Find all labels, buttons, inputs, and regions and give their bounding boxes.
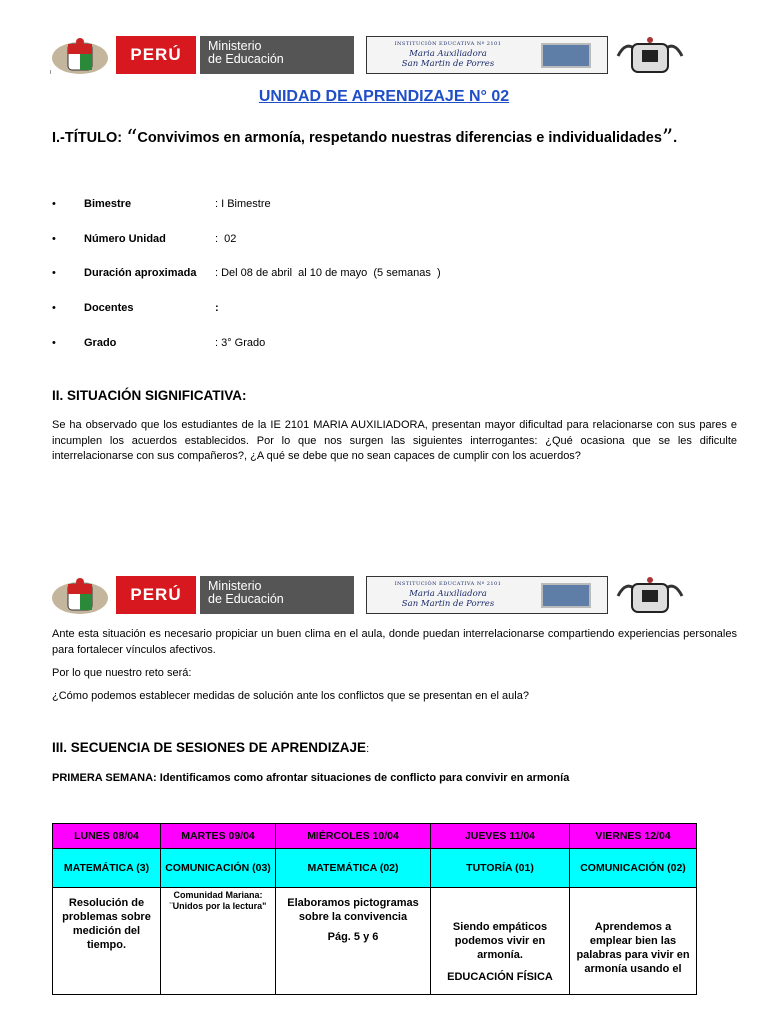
ministerio-line2: de Educación xyxy=(208,52,284,66)
open-quote: “ xyxy=(126,126,138,151)
activity-extra: EDUCACIÓN FÍSICA xyxy=(447,971,553,983)
info-label: Grado xyxy=(84,337,117,349)
title-period: . xyxy=(673,130,678,146)
heading-colon: : xyxy=(366,743,370,755)
day-cell: LUNES 08/04 xyxy=(53,824,161,849)
day-cell: VIERNES 12/04 xyxy=(570,824,697,849)
peru-coat-of-arms-icon xyxy=(50,36,110,76)
area-cell: MATEMÁTICA (02) xyxy=(276,849,431,888)
ministerio-line1: Ministerio xyxy=(208,579,262,593)
bullet: • xyxy=(52,267,56,279)
info-label: Duración aproximada xyxy=(84,267,197,279)
bullet: • xyxy=(52,337,56,349)
ministerio-line1: Ministerio xyxy=(208,39,262,53)
activity-cell-tuesday xyxy=(161,888,276,995)
header-banner-page2 xyxy=(50,574,690,620)
school-line2: San Martin de Porres xyxy=(401,59,495,69)
activity-text: Elaboramos pictogramas sobre la convivencia xyxy=(287,897,419,923)
reto-intro: Por lo que nuestro reto será: xyxy=(52,667,192,679)
ministerio-label xyxy=(200,576,354,614)
activity-cell-friday xyxy=(570,888,697,995)
ministerio-label xyxy=(200,36,354,74)
school-line2: San Martin de Porres xyxy=(401,599,495,609)
school-name xyxy=(373,39,523,69)
info-value: : 3° Grado xyxy=(215,337,266,349)
day-cell: MARTES 09/04 xyxy=(161,824,276,849)
activities-row xyxy=(53,888,697,995)
activity-cell-monday xyxy=(53,888,161,995)
school-small-text: INSTITUCIÓN EDUCATIVA Nº 2101 xyxy=(394,581,502,587)
info-label: Número Unidad xyxy=(84,233,166,245)
header-banner xyxy=(50,34,690,80)
reto-question: ¿Cómo podemos establecer medidas de solución ante los conflictos que se presentan en el aula? xyxy=(52,690,529,702)
activity-cell-thursday xyxy=(431,888,570,995)
school-name xyxy=(373,579,523,609)
activity-text: Aprendemos a emplear bien las palabras para vivir en armonía usando el xyxy=(576,921,690,975)
peru-label: PERÚ xyxy=(116,576,196,614)
school-crest-icon xyxy=(541,583,591,608)
school-crest-icon xyxy=(541,43,591,68)
document-title: UNIDAD DE APRENDIZAJE N° 02 xyxy=(258,88,510,105)
day-cell: MIÉRCOLES 10/04 xyxy=(276,824,431,849)
header-tick xyxy=(50,70,51,74)
unit-title-text: Convivimos en armonía, respetando nuestras diferencias e individualidades xyxy=(137,130,662,146)
areas-row xyxy=(53,849,697,888)
school-banner xyxy=(366,576,608,614)
activity-text: Resolución de problemas sobre medición del tiempo. xyxy=(62,897,151,951)
area-cell: COMUNICACIÓN (03) xyxy=(161,849,276,888)
day-cell: JUEVES 11/04 xyxy=(431,824,570,849)
activity-text: Comunidad Mariana: ¨Unidos por la lectura" xyxy=(169,890,267,911)
info-label: Bimestre xyxy=(84,198,132,210)
activity-text: Siendo empáticos podemos vivir en armonía. xyxy=(452,921,548,961)
context-paragraph: Ante esta situación es necesario propiciar un buen clima en el aula, donde puedan interrelacionarse compartiendo experiencias personales para fortalecer vínculos afectivos. xyxy=(52,628,737,656)
info-row-duracion xyxy=(52,267,702,283)
info-value: : I Bimestre xyxy=(215,198,271,210)
section-title-heading xyxy=(52,126,677,151)
bullet: • xyxy=(52,302,56,314)
peru-label: PERÚ xyxy=(116,36,196,74)
info-value: : xyxy=(215,302,219,314)
info-row-grado xyxy=(52,337,702,353)
section-title-prefix: I.-TÍTULO: xyxy=(52,130,127,146)
info-value: : Del 08 de abril al 10 de mayo (5 semanas ) xyxy=(215,267,441,279)
activity-page-ref: Pág. 5 y 6 xyxy=(327,931,379,943)
school-line1: Maria Auxiliadora xyxy=(409,589,487,599)
school-seal-icon xyxy=(612,576,688,616)
section-secuencia-heading xyxy=(52,740,369,755)
info-value: : 02 xyxy=(215,233,237,245)
info-row-docentes xyxy=(52,302,702,318)
school-banner xyxy=(366,36,608,74)
area-cell: MATEMÁTICA (3) xyxy=(53,849,161,888)
activity-cell-wednesday xyxy=(276,888,431,995)
school-small-text: INSTITUCIÓN EDUCATIVA Nº 2101 xyxy=(394,41,502,47)
school-seal-icon xyxy=(612,36,688,76)
info-label: Docentes xyxy=(84,302,134,314)
close-quote: ” xyxy=(661,126,674,151)
info-row-bimestre xyxy=(52,198,702,214)
bullet: • xyxy=(52,233,56,245)
schedule-table xyxy=(52,823,697,995)
section-situacion-heading: II. SITUACIÓN SIGNIFICATIVA: xyxy=(52,388,247,403)
situacion-paragraph: Se ha observado que los estudiantes de la IE 2101 MARIA AUXILIADORA, presentan mayor dificultad para relacionarse con sus pares e incumplen los acuerdos establecidos. Por lo que nos surgen las siguientes interrogantes: ¿Qué ocasiona que se les dificulte interrelacionarse con sus compañeros?, ¿A qué se debe que no sean capaces de cumplir con los acuerdos? xyxy=(52,419,737,462)
area-cell: COMUNICACIÓN (02) xyxy=(570,849,697,888)
bullet: • xyxy=(52,198,56,210)
secuencia-heading-text: III. SECUENCIA DE SESIONES DE APRENDIZAJE xyxy=(52,740,367,755)
area-cell: TUTORÍA (01) xyxy=(431,849,570,888)
info-row-numero-unidad xyxy=(52,233,702,249)
peru-coat-of-arms-icon xyxy=(50,576,110,616)
school-line1: Maria Auxiliadora xyxy=(409,49,487,59)
week-title: PRIMERA SEMANA: Identificamos como afrontar situaciones de conflicto para convivir en armonía xyxy=(52,772,570,784)
ministerio-line2: de Educación xyxy=(208,592,284,606)
days-row xyxy=(53,824,697,849)
